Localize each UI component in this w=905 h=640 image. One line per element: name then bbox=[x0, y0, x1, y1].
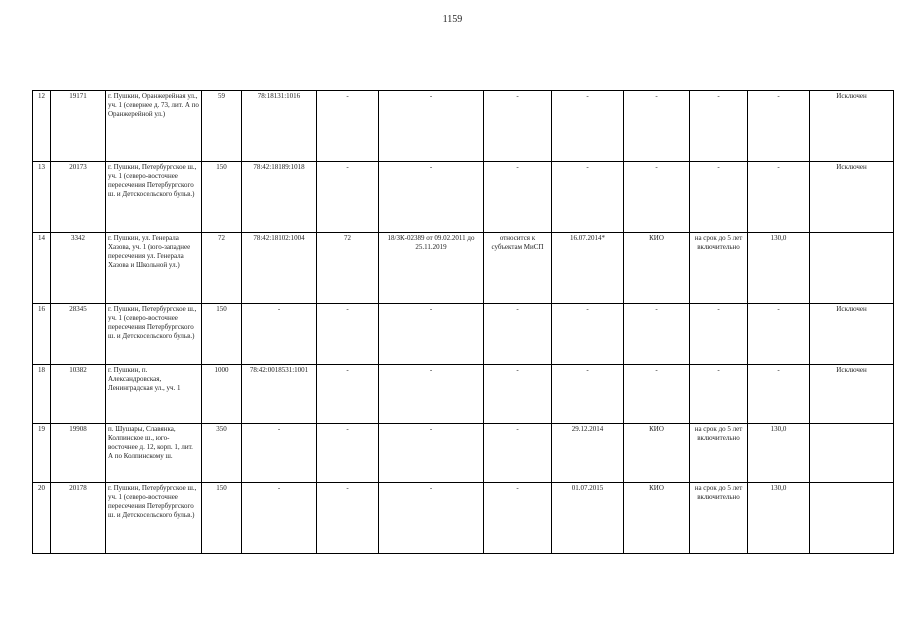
object-id: 3342 bbox=[51, 233, 106, 304]
term-cell: - bbox=[690, 162, 748, 233]
date-cell: - bbox=[552, 91, 624, 162]
cadastral-number: - bbox=[242, 483, 317, 554]
cadastral-number: - bbox=[242, 424, 317, 483]
address-cell: г. Пушкин, п. Александровская, Ленинградская ул., уч. 1 bbox=[106, 365, 202, 424]
date-cell: 16.07.2014* bbox=[552, 233, 624, 304]
contract-cell: - bbox=[379, 483, 484, 554]
table-row bbox=[33, 483, 894, 554]
row-number: 14 bbox=[33, 233, 51, 304]
category-cell: - bbox=[484, 424, 552, 483]
cadastral-number: 78:42:18189:1018 bbox=[242, 162, 317, 233]
contract-cell: - bbox=[379, 162, 484, 233]
table-row bbox=[33, 304, 894, 365]
col-6: - bbox=[317, 91, 379, 162]
authority-cell: КИО bbox=[624, 424, 690, 483]
price-cell: - bbox=[748, 162, 810, 233]
address-cell: г. Пушкин, Оранжерейная ул., уч. 1 (севернее д. 73, лит. А по Оранжерейной ул.) bbox=[106, 91, 202, 162]
contract-cell: - bbox=[379, 91, 484, 162]
status-cell: Исключен bbox=[810, 365, 894, 424]
authority-cell: - bbox=[624, 162, 690, 233]
authority-cell: КИО bbox=[624, 233, 690, 304]
address-cell: г. Пушкин, Петербургское ш., уч. 1 (северо-восточнее пересечения Петербургского ш. и Детскосельского бульв.) bbox=[106, 304, 202, 365]
price-cell: - bbox=[748, 91, 810, 162]
status-cell: Исключен bbox=[810, 162, 894, 233]
address-cell: п. Шушары, Славянка, Колпинское ш., юго-восточнее д. 12, корп. 1, лит. А по Колпинскому ш. bbox=[106, 424, 202, 483]
status-cell bbox=[810, 483, 894, 554]
col-6: - bbox=[317, 162, 379, 233]
row-number: 13 bbox=[33, 162, 51, 233]
term-cell: - bbox=[690, 304, 748, 365]
category-cell: - bbox=[484, 162, 552, 233]
date-cell: - bbox=[552, 365, 624, 424]
authority-cell: - bbox=[624, 365, 690, 424]
status-cell: Исключен bbox=[810, 91, 894, 162]
date-cell: 01.07.2015 bbox=[552, 483, 624, 554]
registry-table bbox=[32, 90, 894, 554]
row-number: 12 bbox=[33, 91, 51, 162]
price-cell: 130,0 bbox=[748, 483, 810, 554]
category-cell: - bbox=[484, 91, 552, 162]
cadastral-number: 78:42:0018531:1001 bbox=[242, 365, 317, 424]
area-cell: 150 bbox=[202, 304, 242, 365]
authority-cell: КИО bbox=[624, 483, 690, 554]
date-cell: - bbox=[552, 304, 624, 365]
area-cell: 150 bbox=[202, 162, 242, 233]
category-cell: - bbox=[484, 365, 552, 424]
contract-cell: 18/ЗК-02389 от 09.02.2011 до 25.11.2019 bbox=[379, 233, 484, 304]
price-cell: - bbox=[748, 304, 810, 365]
row-number: 19 bbox=[33, 424, 51, 483]
category-cell: - bbox=[484, 304, 552, 365]
price-cell: 130,0 bbox=[748, 233, 810, 304]
address-cell: г. Пушкин, Петербургское ш., уч. 1 (северо-восточнее пересечения Петербургского ш. и Детскосельского бульв.) bbox=[106, 483, 202, 554]
authority-cell: - bbox=[624, 304, 690, 365]
area-cell: 72 bbox=[202, 233, 242, 304]
contract-cell: - bbox=[379, 304, 484, 365]
table-row bbox=[33, 91, 894, 162]
status-cell bbox=[810, 233, 894, 304]
row-number: 16 bbox=[33, 304, 51, 365]
price-cell: 130,0 bbox=[748, 424, 810, 483]
status-cell: Исключен bbox=[810, 304, 894, 365]
term-cell: - bbox=[690, 365, 748, 424]
date-cell: - bbox=[552, 162, 624, 233]
cadastral-number: 78:42:18102:1004 bbox=[242, 233, 317, 304]
col-6: 72 bbox=[317, 233, 379, 304]
cadastral-number: 78:18131:1016 bbox=[242, 91, 317, 162]
status-cell bbox=[810, 424, 894, 483]
area-cell: 350 bbox=[202, 424, 242, 483]
col-6: - bbox=[317, 424, 379, 483]
contract-cell: - bbox=[379, 365, 484, 424]
row-number: 18 bbox=[33, 365, 51, 424]
term-cell: на срок до 5 лет включительно bbox=[690, 424, 748, 483]
category-cell: относится к субъектам МиСП bbox=[484, 233, 552, 304]
area-cell: 59 bbox=[202, 91, 242, 162]
table-row bbox=[33, 233, 894, 304]
row-number: 20 bbox=[33, 483, 51, 554]
col-6: - bbox=[317, 304, 379, 365]
object-id: 28345 bbox=[51, 304, 106, 365]
area-cell: 150 bbox=[202, 483, 242, 554]
authority-cell: - bbox=[624, 91, 690, 162]
table-row bbox=[33, 162, 894, 233]
cadastral-number: - bbox=[242, 304, 317, 365]
table-row bbox=[33, 424, 894, 483]
term-cell: - bbox=[690, 91, 748, 162]
table-row bbox=[33, 365, 894, 424]
area-cell: 1000 bbox=[202, 365, 242, 424]
term-cell: на срок до 5 лет включительно bbox=[690, 483, 748, 554]
address-cell: г. Пушкин, ул. Генерала Хазова, уч. 1 (юго-западнее пересечения ул. Генерала Хазова и Школьной ул.) bbox=[106, 233, 202, 304]
object-id: 20178 bbox=[51, 483, 106, 554]
address-cell: г. Пушкин, Петербургское ш., уч. 1 (северо-восточнее пересечения Петербургского ш. и Детскосельского бульв.) bbox=[106, 162, 202, 233]
term-cell: на срок до 5 лет включительно bbox=[690, 233, 748, 304]
object-id: 10382 bbox=[51, 365, 106, 424]
date-cell: 29.12.2014 bbox=[552, 424, 624, 483]
price-cell: - bbox=[748, 365, 810, 424]
object-id: 19908 bbox=[51, 424, 106, 483]
category-cell: - bbox=[484, 483, 552, 554]
col-6: - bbox=[317, 365, 379, 424]
object-id: 20173 bbox=[51, 162, 106, 233]
page-number: 1159 bbox=[442, 14, 463, 25]
col-6: - bbox=[317, 483, 379, 554]
object-id: 19171 bbox=[51, 91, 106, 162]
contract-cell: - bbox=[379, 424, 484, 483]
